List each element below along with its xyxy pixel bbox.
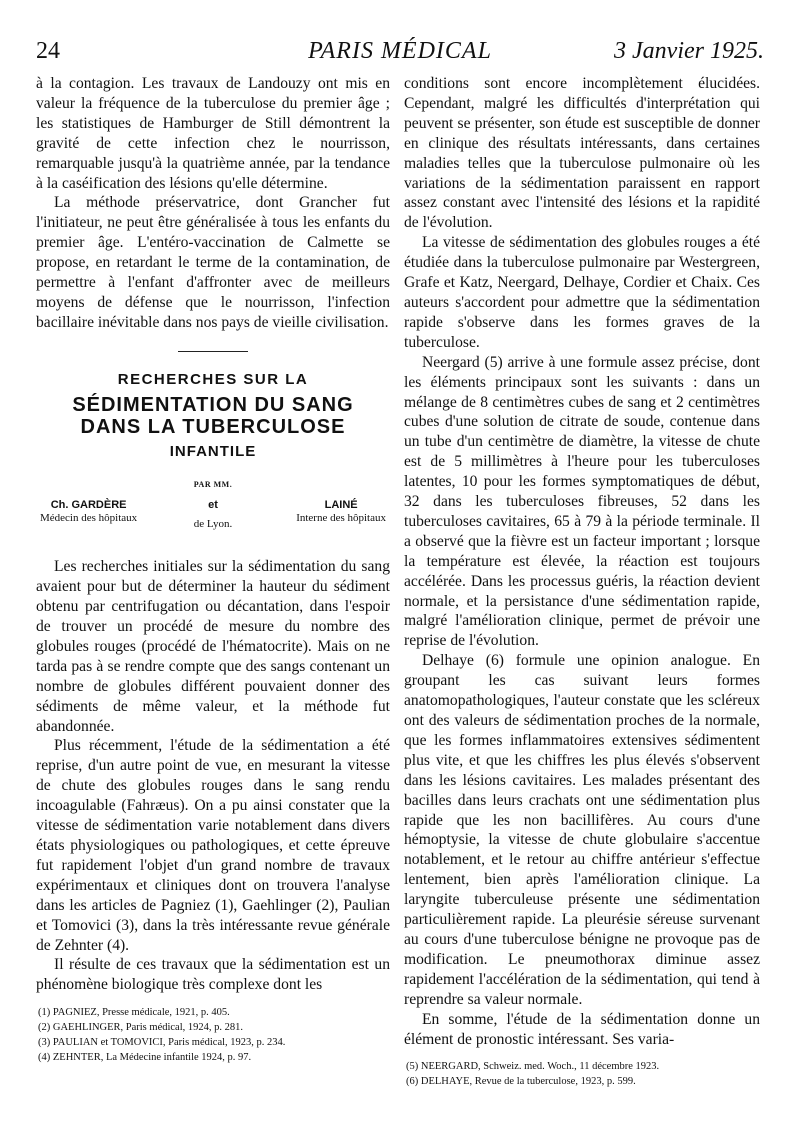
footnote: (5) NEERGARD, Schweiz. med. Woch., 11 décembre 1923. — [406, 1061, 660, 1073]
paragraph: Neergard (5) arrive à une formule assez précise, dont les éléments principaux sont les suivants : dans un mélange de 8 centimètres cubes de sang et 2 centimètres cubes d'une solution de citrate de soude, contenue dans un tube d'un centimètre de diamètre, la vitesse de chute est de 5 millimètres à l'heure pour les tuberculoses latentes, 10 pour les formes symptomatiques de début, 32 dans les tuberculoses fibreuses, 52 dans les tuberculoses cavitaires, 65 à 79 à la période terminale. Il a observé que la fièvre est un facteur important ; lorsque la température est élevée, la réaction est toujours accélérée. Dans les processus guéris, la réaction devient normale, et la persistance d'une sédimentation rapide, malgré l'amélioration clinique, permet de prévoir une reprise de l'évolution. — [404, 353, 760, 650]
paragraph: Les recherches initiales sur la sédimentation du sang avaient pour but de déterminer la hauteur du sédiment obtenu par centrifugation ou décantation, dans l'espoir de trouver un procédé de mesure du nombre des globules rouges (procédé de l'hématocrite). Mais on ne tarda pas à se rendre compte que des sangs contenant un nombre de globules différent pouvaient donner des sédiments de même valeur, et la méthode fut abandonnée. — [36, 558, 390, 735]
author-block — [36, 499, 390, 541]
paragraph: La vitesse de sédimentation des globules rouges a été étudiée dans la tuberculose pulmonaire par Westergreen, Grafe et Katz, Neergard, Delhaye, Cordier et Chaix. Ces auteurs s'accordent pour admettre que la sédimentation rapide s'observe dans les formes graves de la tuberculose. — [404, 234, 760, 351]
paragraph: à la contagion. Les travaux de Landouzy ont mis en valeur la fréquence de la tuberculose du premier âge ; les statistiques de Hamburger de Still démontrent la gravité de cette infection chez le nourrisson, remarquable jusqu'à la quatrième année, par la tendance à la caséification des lésions qu'elle détermine. — [36, 75, 390, 192]
section-divider — [178, 351, 248, 352]
paragraph: La méthode préservatrice, dont Grancher fut l'initiateur, ne peut être généralisée à tous les enfants du premier âge. L'entéro-vaccination de Calmette se propose, en retardant le terme de la contamination, de permettre à l'enfant d'affronter avec de meilleurs moyens de défense que le nourrisson, l'infection bacillaire inévitable dans nos pays de vieille civilisation. — [36, 194, 390, 331]
footnotes — [404, 1059, 760, 1089]
journal-title: PARIS MÉDICAL — [308, 38, 492, 64]
byline-intro: PAR MM. — [193, 480, 233, 490]
article-title-line: INFANTILE — [169, 442, 257, 460]
author-role: Médecin des hôpitaux — [40, 512, 138, 525]
author-name: Ch. GARDÈRE — [50, 499, 127, 512]
article-title-line: DANS LA TUBERCULOSE — [80, 415, 346, 438]
author-place: de Lyon. — [193, 518, 233, 531]
author-role: Interne des hôpitaux — [296, 512, 386, 525]
author-2 — [296, 499, 386, 525]
footnote: (2) GAEHLINGER, Paris médical, 1924, p. 281. — [38, 1022, 244, 1034]
issue-date: 3 Janvier 1925. — [614, 38, 764, 64]
footnote: (6) DELHAYE, Revue de la tuberculose, 1923, p. 599. — [406, 1076, 636, 1088]
paragraph: conditions sont encore incomplètement élucidées. Cependant, malgré les difficultés d'interprétation qui peuvent se présenter, son étude est susceptible de donner en clinique des résultats intéressants, dans certaines maladies telles que la tuberculose pulmonaire où les variations de la sédimentation paraissent en rapport assez constant avec l'intensité des lésions et la rapidité de l'évolution. — [404, 75, 760, 232]
paragraph: Il résulte de ces travaux que la sédimentation est un phénomène biologique très complexe dont les — [36, 956, 390, 994]
footnotes — [36, 1005, 390, 1065]
paragraph: En somme, l'étude de la sédimentation donne un élément de pronostic intéressant. Ses varia- — [404, 1010, 760, 1048]
article-title-line: RECHERCHES SUR LA — [117, 370, 309, 388]
left-column — [36, 74, 390, 1065]
right-column — [404, 74, 760, 1089]
paragraph: Delhaye (6) formule une opinion analogue. En groupant les cas suivant leurs formes anatomopathologiques, l'auteur constate que les scléreux ont des valeurs de sédimentation proches de la normale, que les formes inflammatoires extensives sédimentent plus vite, et que les chiffres les plus élevés s'observent dans les lésions cavitaires. Les malades présentant des bacilles dans leurs crachats ont une sédimentation plus rapide que les non bacillifères. Au cours d'une hémoptysie, la vitesse de chute globulaire s'accentue notablement, et le retour au chiffre antérieur s'effectue lentement, bien après l'amélioration clinique. La laryngite tuberculeuse présente une sédimentation particulièrement rapide. La pleurésie séreuse survenant au cours d'une tuberculose bénigne ne provoque pas de modification. Le pneumothorax diminue assez rapidement l'accélération de la sédimentation, qui tend à reprendre sa valeur normale. — [404, 652, 760, 1008]
paragraph: Plus récemment, l'étude de la sédimentation a été reprise, d'un autre point de vue, en mesurant la vitesse de chute des globules rouges dans le sang rendu incoagulable (Fahræus). On a pu ainsi constater que la vitesse de sédimentation varie notablement dans divers états physiologiques ou pathologiques, et cette épreuve fut rapidement l'objet d'un grand nombre de travaux expérimentaux et cliniques dont on trouvera l'analyse dans les articles de Pagniez (1), Gaehlinger (2), Paulian et Tomovici (3), dans la très intéressante revue générale de Zehnter (4). — [36, 737, 390, 954]
author-name: LAINÉ — [324, 499, 358, 512]
footnote: (4) ZEHNTER, La Médecine infantile 1924, p. 97. — [38, 1052, 252, 1064]
footnote: (1) PAGNIEZ, Presse médicale, 1921, p. 405. — [38, 1007, 230, 1019]
footnote: (3) PAULIAN et TOMOVICI, Paris médical, 1923, p. 234. — [38, 1037, 286, 1049]
page-header — [36, 38, 764, 68]
page-number: 24 — [36, 38, 60, 64]
article-title-line: SÉDIMENTATION DU SANG — [72, 393, 354, 416]
conjunction: et — [208, 499, 218, 512]
